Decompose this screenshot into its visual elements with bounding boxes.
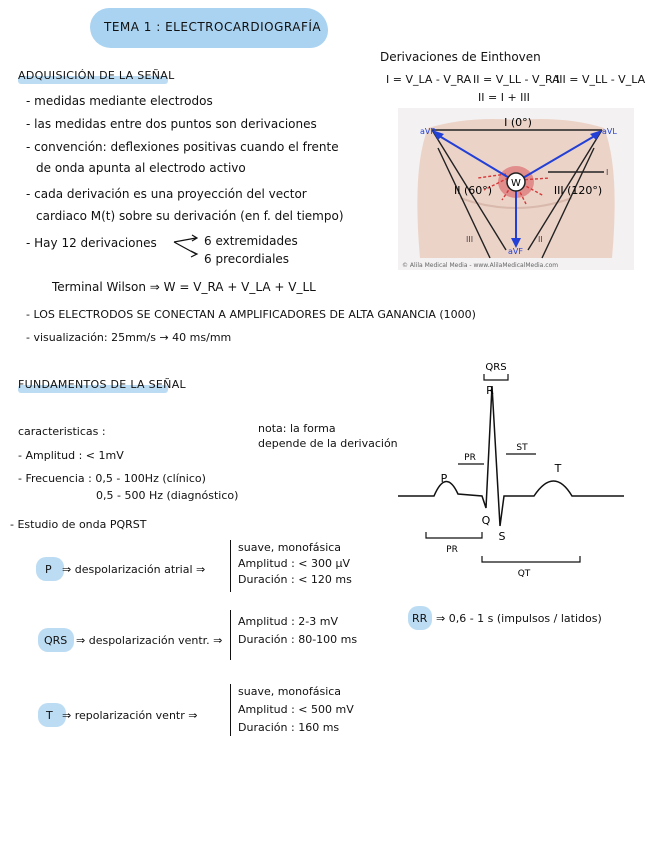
- bullet-visualizacion: - visualización: 25mm/s → 40 ms/mm: [26, 331, 232, 344]
- extremidades-label: 6 extremidades: [204, 234, 298, 248]
- ecg-qt-label: QT: [517, 569, 531, 579]
- p-wave-prop-2: Amplitud : < 300 µV: [238, 557, 351, 570]
- t-wave-prop-1: suave, monofásica: [238, 685, 342, 698]
- i-small-label: I: [606, 168, 609, 177]
- ecg-r-label: R: [486, 384, 494, 397]
- t-wave-prop-3: Duración : 160 ms: [238, 721, 340, 734]
- ii-small-label: II: [538, 235, 543, 244]
- formula-relation: II = I + III: [478, 91, 530, 104]
- avl-label: aVL: [602, 127, 617, 136]
- bullet-derivaciones: - las medidas entre dos puntos son derivaciones: [26, 117, 317, 131]
- ecg-waveform: [394, 356, 644, 586]
- terminal-wilson: Terminal Wilson ⇒ W = V_RA + V_LA + V_LL: [52, 280, 316, 294]
- rr-label: RR: [412, 612, 428, 625]
- formula-lead-ii: II = V_LL - V_RA: [473, 73, 560, 86]
- lead-iii-label: III (120°): [553, 184, 603, 197]
- formula-lead-i: I = V_LA - V_RA: [386, 73, 472, 86]
- t-wave-prop-2: Amplitud : < 500 mV: [238, 703, 354, 716]
- frecuencia-line: - Frecuencia : 0,5 - 100Hz (clínico): [18, 472, 206, 485]
- bullet-amplificadores: - LOS ELECTRODOS SE CONECTAN A AMPLIFICADORES DE ALTA GANANCIA (1000): [26, 308, 476, 321]
- p-wave-brace: [230, 540, 231, 592]
- qrs-wave-prop-1: Amplitud : 2-3 mV: [238, 615, 339, 628]
- bullet-12-derivaciones: - Hay 12 derivaciones: [26, 236, 157, 250]
- ecg-s-label: S: [498, 530, 506, 543]
- qrs-wave-label: QRS: [44, 634, 68, 647]
- avr-label: aVR: [420, 127, 436, 136]
- nota-line-1: nota: la forma: [258, 422, 336, 435]
- estudio-line: - Estudio de onda PQRST: [10, 518, 147, 531]
- caracteristicas-label: caracteristicas :: [18, 425, 106, 438]
- branch-arrow-icon: [172, 234, 202, 260]
- rr-text: ⇒ 0,6 - 1 s (impulsos / latidos): [436, 612, 602, 625]
- lead-ii-label: II (60°): [454, 184, 493, 197]
- t-wave-brace: [230, 684, 231, 736]
- p-wave-desc: ⇒ despolarización atrial ⇒: [62, 563, 206, 576]
- ecg-pr-bottom-label: PR: [446, 545, 458, 555]
- w-node-label: W: [511, 178, 521, 189]
- bullet-proyeccion-cont: cardiaco M(t) sobre su derivación (en f. del tiempo): [36, 209, 344, 223]
- avf-label: aVF: [508, 247, 523, 256]
- frecuencia-line-2: 0,5 - 500 Hz (diagnóstico): [96, 489, 239, 502]
- image-credit: © Alila Medical Media - www.AlilaMedicalMedia.com: [402, 262, 559, 269]
- t-wave-desc: ⇒ repolarización ventr ⇒: [62, 709, 198, 722]
- t-wave-label: T: [46, 709, 53, 722]
- einthoven-diagram: [398, 108, 634, 270]
- p-wave-prop-3: Duración : < 120 ms: [238, 573, 352, 586]
- bullet-proyeccion: - cada derivación es una proyección del vector: [26, 187, 307, 201]
- p-wave-label: P: [45, 563, 52, 576]
- section-heading-adquisicion: ADQUISICIÓN DE LA SEÑAL: [18, 69, 175, 82]
- p-wave-prop-1: suave, monofásica: [238, 541, 342, 554]
- nota-line-2: depende de la derivación: [258, 437, 398, 450]
- lead-i-label: I (0°): [504, 116, 532, 129]
- ecg-pr-top-label: PR: [464, 453, 476, 463]
- qrs-wave-desc: ⇒ despolarización ventr. ⇒: [76, 634, 223, 647]
- ecg-st-label: ST: [516, 443, 528, 453]
- formula-lead-iii: III = V_LL - V_LA: [556, 73, 646, 86]
- qrs-wave-brace: [230, 610, 231, 660]
- page-title: TEMA 1 : ELECTROCARDIOGRAFÍA: [104, 20, 322, 34]
- einthoven-heading: Derivaciones de Einthoven: [380, 50, 541, 64]
- qrs-wave-prop-2: Duración : 80-100 ms: [238, 633, 358, 646]
- ecg-p-label: P: [440, 472, 448, 485]
- bullet-convencion-cont: de onda apunta al electrodo activo: [36, 161, 246, 175]
- ecg-q-label: Q: [481, 514, 491, 527]
- iii-small-label: III: [466, 235, 474, 244]
- bullet-electrodos: - medidas mediante electrodos: [26, 94, 213, 108]
- precordiales-label: 6 precordiales: [204, 252, 290, 266]
- ecg-qrs-label: QRS: [485, 362, 507, 373]
- ecg-t-label: T: [554, 462, 562, 475]
- bullet-convencion: - convención: deflexiones positivas cuando el frente: [26, 140, 339, 154]
- amplitud-line: - Amplitud : < 1mV: [18, 449, 124, 462]
- section-heading-fundamentos: FUNDAMENTOS DE LA SEÑAL: [18, 378, 186, 391]
